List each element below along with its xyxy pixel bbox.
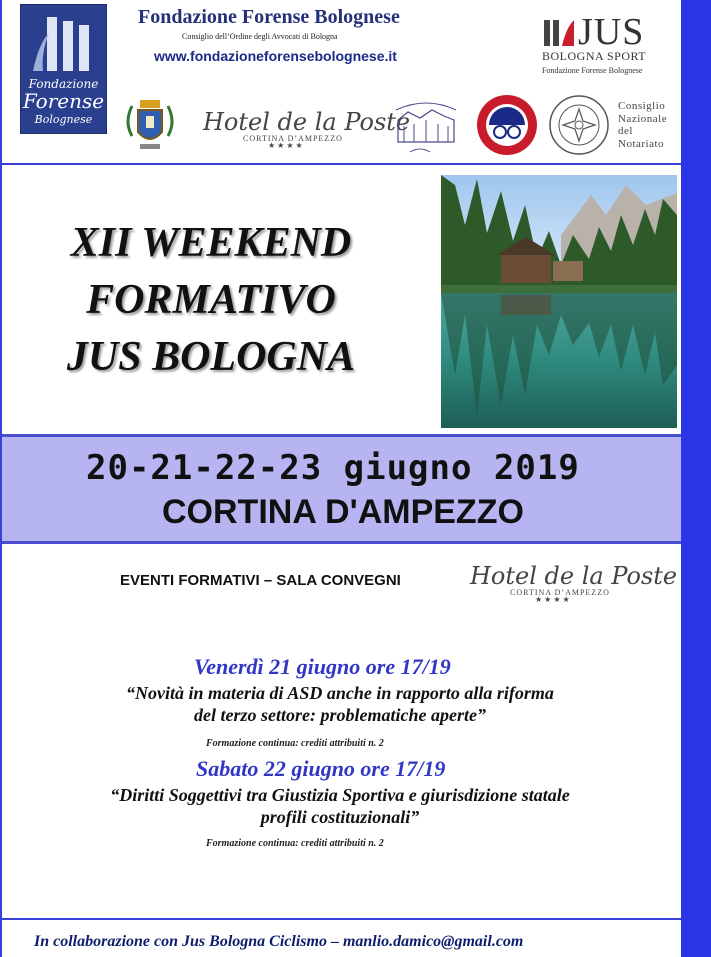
hotel-logo-stars: ★ ★ ★ ★ xyxy=(268,141,303,150)
header-divider xyxy=(2,163,681,165)
footer-divider xyxy=(2,918,681,920)
title-line1: XII WEEKEND xyxy=(70,220,352,266)
notariato-line3: del xyxy=(618,125,633,137)
event-location: CORTINA D'AMPEZZO xyxy=(162,493,524,531)
event-2-day: Sabato 22 giugno ore 17/19 xyxy=(196,756,446,781)
jus-bologna-sport-round-logo-icon xyxy=(476,94,538,156)
hotel-de-la-poste-logo-small xyxy=(470,562,678,604)
hotel-logo-stars: ★ ★ ★ ★ xyxy=(535,595,570,604)
fondazione-forense-logo xyxy=(20,4,107,134)
ffb-logo-line1: Fondazione xyxy=(28,77,99,91)
jus-logo-title: JUS xyxy=(578,11,645,53)
notariato-seal-icon xyxy=(548,94,610,156)
org-name: Fondazione Forense Bolognese xyxy=(138,6,400,28)
jus-logo-caption: Fondazione Forense Bolognese xyxy=(542,66,643,75)
event-title xyxy=(56,215,366,386)
event-2-topic-line1: “Diritti Soggettivi tra Giustizia Sportiva e giurisdizione statale xyxy=(110,785,570,805)
event-2-credits: Formazione continua: crediti attribuiti n. 2 xyxy=(206,838,384,849)
date-band-top-rule xyxy=(2,434,681,437)
event-1-credits: Formazione continua: crediti attribuiti n. 2 xyxy=(206,738,384,749)
notariato-line4: Notariato xyxy=(618,137,665,150)
consiglio-notariato-text xyxy=(618,100,667,150)
lake-photo xyxy=(441,175,677,428)
cortina-crest-icon xyxy=(124,96,176,154)
org-subtitle: Consiglio dell’Ordine degli Avvocati di Bologna xyxy=(182,32,338,41)
ordine-avvocati-logo-icon xyxy=(390,94,462,160)
right-border xyxy=(681,0,711,957)
hotel-logo-script: Hotel de la Poste xyxy=(470,562,678,590)
website-link[interactable]: www.fondazioneforensebolognese.it xyxy=(154,48,397,64)
jus-bologna-sport-logo xyxy=(540,10,660,80)
ffb-logo-line3: Bolognese xyxy=(34,113,93,126)
event-1-day: Venerdì 21 giugno ore 17/19 xyxy=(194,654,451,679)
notariato-line1: Consiglio xyxy=(618,100,666,112)
footer-collaboration: In collaborazione con Jus Bologna Ciclismo – manlio.damico@gmail.com xyxy=(34,933,524,950)
event-1-topic xyxy=(60,682,620,726)
jus-emblem-icon xyxy=(540,14,576,50)
event-2-topic-line2: profili costituzionali” xyxy=(260,807,420,827)
event-dates: 20-21-22-23 giugno 2019 xyxy=(86,448,580,488)
event-1-topic-line1: “Novità in materia di ASD anche in rapporto alla riforma xyxy=(126,683,554,703)
jus-logo-subtitle: BOLOGNA SPORT xyxy=(542,49,647,63)
title-line3: JUS BOLOGNA xyxy=(66,334,356,380)
notariato-line2: Nazionale xyxy=(618,112,668,125)
event-1-topic-line2: del terzo settore: problematiche aperte” xyxy=(194,705,486,725)
hotel-logo-script: Hotel de la Poste xyxy=(203,108,411,136)
ffb-logo-line2: Forense xyxy=(22,89,105,113)
event-2-topic xyxy=(30,784,650,828)
events-heading: EVENTI FORMATIVI – SALA CONVEGNI xyxy=(120,572,401,589)
hotel-de-la-poste-logo xyxy=(203,108,411,150)
title-line2: FORMATIVO xyxy=(86,277,336,323)
pillar-icon xyxy=(27,13,101,75)
hotel-logo-place: CORTINA D’AMPEZZO xyxy=(510,588,610,597)
date-band-bottom-rule xyxy=(2,541,681,544)
hotel-logo-place: CORTINA D’AMPEZZO xyxy=(243,134,343,143)
